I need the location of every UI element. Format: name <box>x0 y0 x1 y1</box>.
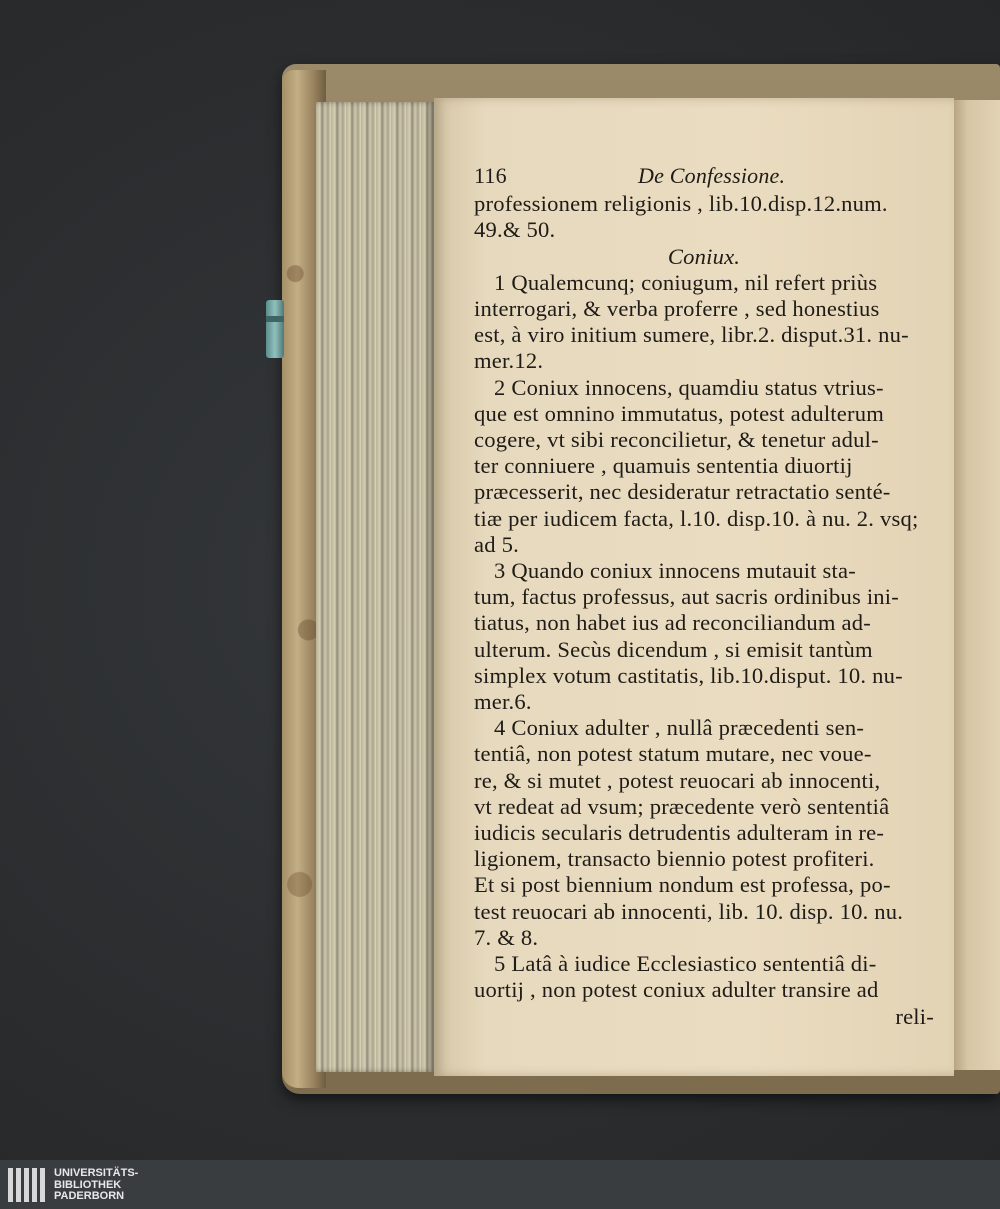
page-header <box>474 163 934 189</box>
text-line: 2 Coniux innocens, quamdiu status vtrius- <box>494 374 884 400</box>
page-edges <box>316 102 434 1072</box>
footer-bar <box>0 1160 1000 1209</box>
text-line: uortij , non potest coniux adulter transire ad <box>474 977 879 1003</box>
text-line: 49.& 50. <box>474 217 556 243</box>
text-line: vt redeat ad vsum; præcedente verò sententiâ <box>474 793 890 819</box>
text-line: iudicis secularis detrudentis adulteram in re- <box>474 820 885 846</box>
catchword: reli- <box>895 1003 934 1029</box>
section-heading: Coniux. <box>667 243 741 269</box>
text-line: que est omnino immutatus, potest adulterum <box>474 400 885 426</box>
clasp-icon <box>266 300 284 358</box>
text-line: 4 Coniux adulter , nullâ præcedenti sen- <box>494 715 865 741</box>
next-page-edge <box>954 100 1000 1070</box>
text-line: tiatus, non habet ius ad reconciliandum ad- <box>474 610 871 636</box>
text-line: ter conniuere , quamuis sententia diuortij <box>474 453 853 479</box>
text-line: professionem religionis , lib.10.disp.12.num. <box>474 191 888 217</box>
text-line: tum, factus professus, aut sacris ordinibus ini- <box>474 584 900 610</box>
text-line: mer.6. <box>474 689 532 715</box>
text-line: 5 Latâ à iudice Ecclesiastico sententiâ di- <box>494 951 877 977</box>
text-line: mer.12. <box>474 348 544 374</box>
library-name-line: PADERBORN <box>54 1190 125 1202</box>
library-logo-icon <box>8 1168 45 1202</box>
text-line: test reuocari ab innocenti, lib. 10. disp. 10. nu. <box>474 898 904 924</box>
text-line: simplex votum castitatis, lib.10.disput. 10. nu- <box>474 662 903 688</box>
text-line: præcesserit, nec desideratur retractatio senté- <box>474 479 891 505</box>
page-text <box>474 163 934 1030</box>
library-name-line: BIBLIOTHEK <box>54 1178 122 1191</box>
text-line: 3 Quando coniux innocens mutauit sta- <box>494 558 856 584</box>
text-line: ad 5. <box>474 531 519 557</box>
text-line: ligionem, transacto biennio potest profiteri. <box>474 846 875 872</box>
text-line: interrogari, & verba proferre , sed honestius <box>474 296 880 322</box>
text-line: re, & si mutet , potest reuocari ab innocenti, <box>474 767 881 793</box>
text-line: tiæ per iudicem facta, l.10. disp.10. à nu. 2. vsq; <box>474 505 919 531</box>
text-line: ulterum. Secùs dicendum , si emisit tantùm <box>474 636 873 662</box>
text-line: Et si post biennium nondum est professa, po- <box>474 872 891 898</box>
library-name-line: UNIVERSITÄTS- <box>54 1167 139 1179</box>
page-number: 116 <box>474 163 507 188</box>
text-line: 7. & 8. <box>474 924 539 950</box>
text-line: est, à viro initium sumere, libr.2. disput.31. nu- <box>474 322 909 348</box>
text-line: tentiâ, non potest statum mutare, nec voue- <box>474 741 872 767</box>
library-name <box>54 1168 138 1203</box>
running-title: De Confessione. <box>638 163 786 188</box>
text-line: cogere, vt sibi reconcilietur, & tenetur adul- <box>474 427 879 453</box>
text-line: 1 Qualemcunq; coniugum, nil refert priùs <box>494 269 878 295</box>
